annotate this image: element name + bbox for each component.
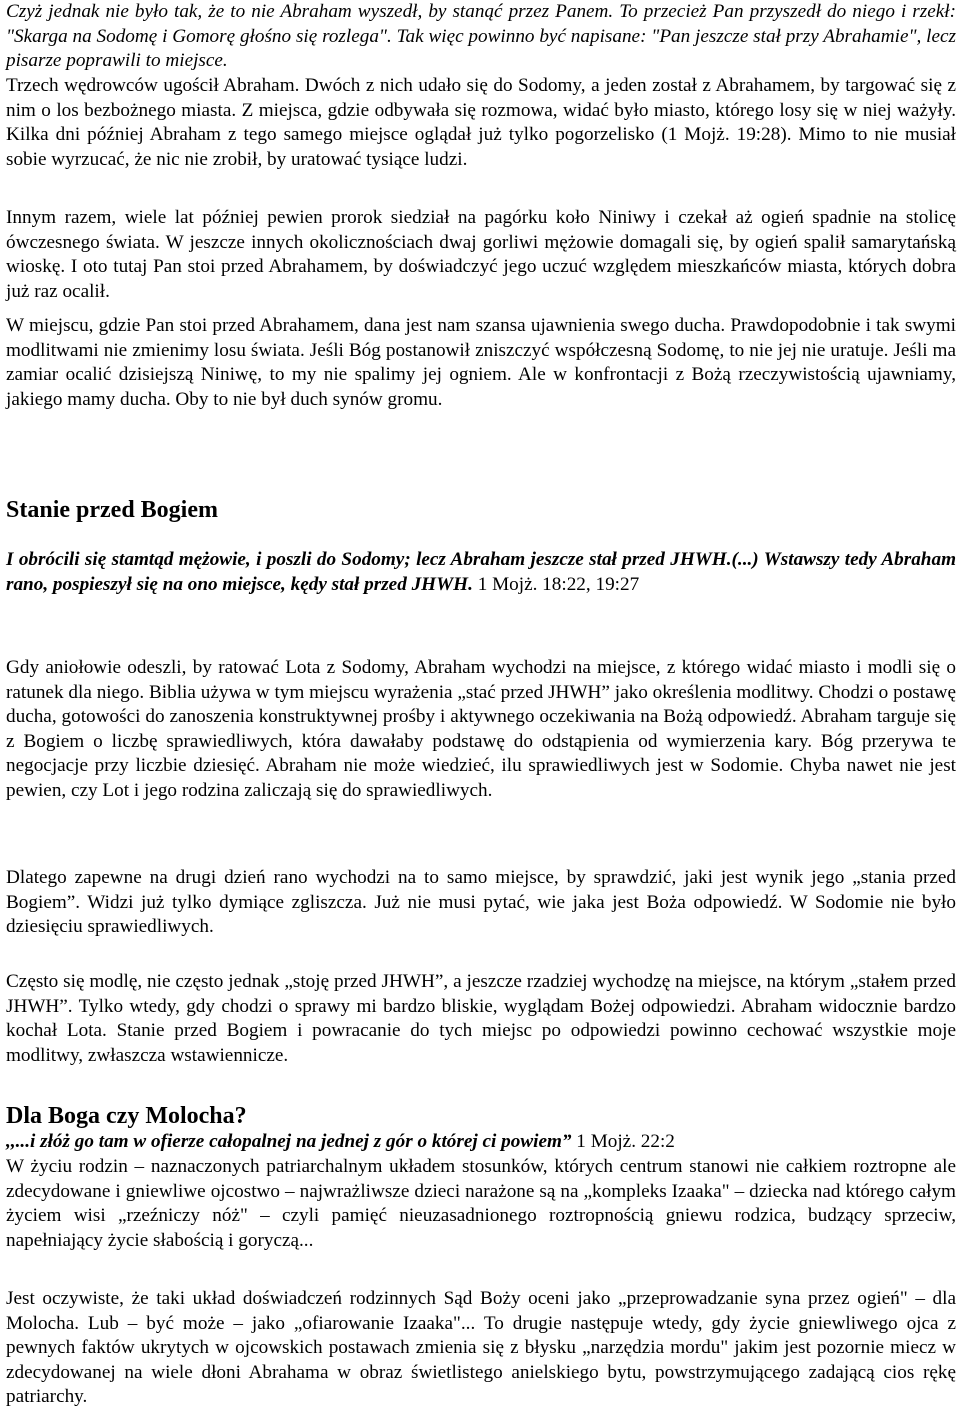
- intro-paragraph-2: Innym razem, wiele lat później pewien prorok siedział na pagórku koło Niniwy i czekał aż ogień spadnie na stolicę ówczesnego świata. W jeszcze innych okolicznościach dwaj gorliwi mężowie domagali się, by ogień spalił samarytańską wioskę. I oto tutaj Pan stoi przed Abrahamem, by doświadczyć jego uczuć względem mieszkańców miasta, których dobra już raz ocalił.: [6, 207, 956, 302]
- intro-paragraph-3: W miejscu, gdzie Pan stoi przed Abrahamem, dana jest nam szansa ujawnienia swego ducha. Prawdopodobnie i tak swymi modlitwami nie zmienimy losu świata. Jeśli Bóg postanowił zniszczyć współczesną Sodomę, to nie jej nie uratuje. Jeśli ma zamiar ocalić dzisiejszą Niniwę, to my nie spalimy jej ogniem. Ale w konfrontacji z Bożą rzeczywistością ujawniamy, jakiego mamy ducha. Oby to nie był duch synów gromu.: [6, 315, 956, 410]
- section1-quote: [6, 548, 956, 597]
- section2-quote-text: ,,...i złóż go tam w ofierze całopalnej na jednej z gór o której ci powiem”: [6, 1131, 572, 1152]
- section1-paragraph-1: Gdy aniołowie odeszli, by ratować Lota z Sodomy, Abraham wychodzi na miejsce, z którego widać miasto i modli się o ratunek dla niego. Biblia używa w tym miejscu wyrażenia „stać przed JHWH” jako określenia modlitwy. Chodzi o postawę ducha, gotowości do zanoszenia konstruktywnej prośby i aktywnego oczekiwania na Bożą odpowiedź. Abraham targuje się z Bogiem o liczbę sprawiedliwych, która dawałaby podstawę do odstąpienia od wymierzenia kary. Bóg przerywa te negocjacje przy liczbie dziesięć. Abraham nie może wiedzieć, ilu sprawiedliwych jest w Sodomie. Chyba nawet nie jest pewien, czy Lot i jego rodzina zaliczają się do sprawiedliwych.: [6, 657, 956, 801]
- section-heading-moloch: Dla Boga czy Molocha?: [6, 1103, 247, 1129]
- section1-quote-reference: 1 Mojż. 18:22, 19:27: [472, 573, 640, 595]
- section2-paragraph-1: W życiu rodzin – naznaczonych patriarchalnym układem stosunków, których centrum stanowi nie całkiem roztropne ale zdecydowane i gniewliwe ojcostwo – najwrażliwsze dzieci narażone są na „kompleks Izaaka" – dziecka nad którego całym życiem wisi „rzeźniczy nóż" – czyli pamięć nieuzasadnionego roztropnością gniewu rodzica, budzący sprzeciw, napełniający życie słabością i goryczą...: [6, 1156, 956, 1251]
- section1-quote-text: I obrócili się stamtąd mężowie, i poszli do Sodomy; lecz Abraham jeszcze stał przed JHWH.(...) Wstawszy tedy Abraham rano, pospieszył się na ono miejsce, kędy stał przed JHWH.: [6, 549, 956, 595]
- section1-paragraph-2: Dlatego zapewne na drugi dzień rano wychodzi na to samo miejsce, by sprawdzić, jaki jest wynik jego „stania przed Bogiem”. Widzi już tylko dymiące zgliszcza. Już nie musi pytać, wie jaka jest Boża odpowiedź. W Sodomie nie było dziesięciu sprawiedliwych.: [6, 867, 956, 938]
- section2-quote: [6, 1130, 956, 1155]
- section1-paragraph-3: Często się modlę, nie często jednak „stoję przed JHWH”, a jeszcze rzadziej wychodzę na miejsce, na którym „stałem przed JHWH”. Tylko wtedy, gdy chodzi o sprawy mi bardzo bliskie, wyglądam Bożej odpowiedzi. Abraham widocznie bardzo kochał Lota. Stanie przed Bogiem i powracanie do tych miejsc po odpowiedzi powinno cechować wszystkie moje modlitwy, zwłaszcza wstawiennicze.: [6, 971, 956, 1066]
- section2-quote-reference: 1 Mojż. 22:2: [571, 1131, 675, 1152]
- intro-paragraph-1: Trzech wędrowców ugościł Abraham. Dwóch z nich udało się do Sodomy, a jeden został z Abrahamem, by targować się z nim o los bezbożnego miasta. Z miejsca, gdzie odbywała się rozmowa, widać było miasto, którego losy się w niej ważyły. Kilka dni później Abraham z tego samego miejsce oglądał już tylko pogorzelisko (1 Mojż. 19:28). Mimo to nie musiał sobie wyrzucać, że nic nie zrobił, by uratować tysiące ludzi.: [6, 75, 956, 170]
- section-heading-stanie: Stanie przed Bogiem: [6, 497, 218, 523]
- section2-paragraph-2: Jest oczywiste, że taki układ doświadczeń rodzinnych Sąd Boży oceni jako „przeprowadzanie syna przez ogień" – dla Molocha. Lub – być może – jako „ofiarowanie Izaaka"... To drugie następuje wtedy, gdy życie gniewliwego ojca z pewnych faktów ukrytych w ojcowskich postawach zmienia się z błysku „narzędzia mordu" jakim jest pozornie miecz w zdecydowanej na wiele dłoni Abrahama w obraz świetlistego anielskiego bytu, powstrzymującego zadającą cios rękę patriarchy.: [6, 1288, 956, 1408]
- intro-italic-paragraph: Czyż jednak nie było tak, że to nie Abraham wyszedł, by stanąć przez Panem. To przecież Pan przyszedł do niego i rzekł: "Skarga na Sodomę i Gomorę głośno się rozlega". Tak więc powinno być napisane: "Pan jeszcze stał przy Abrahamie", lecz pisarze poprawili to miejsce.: [6, 1, 956, 72]
